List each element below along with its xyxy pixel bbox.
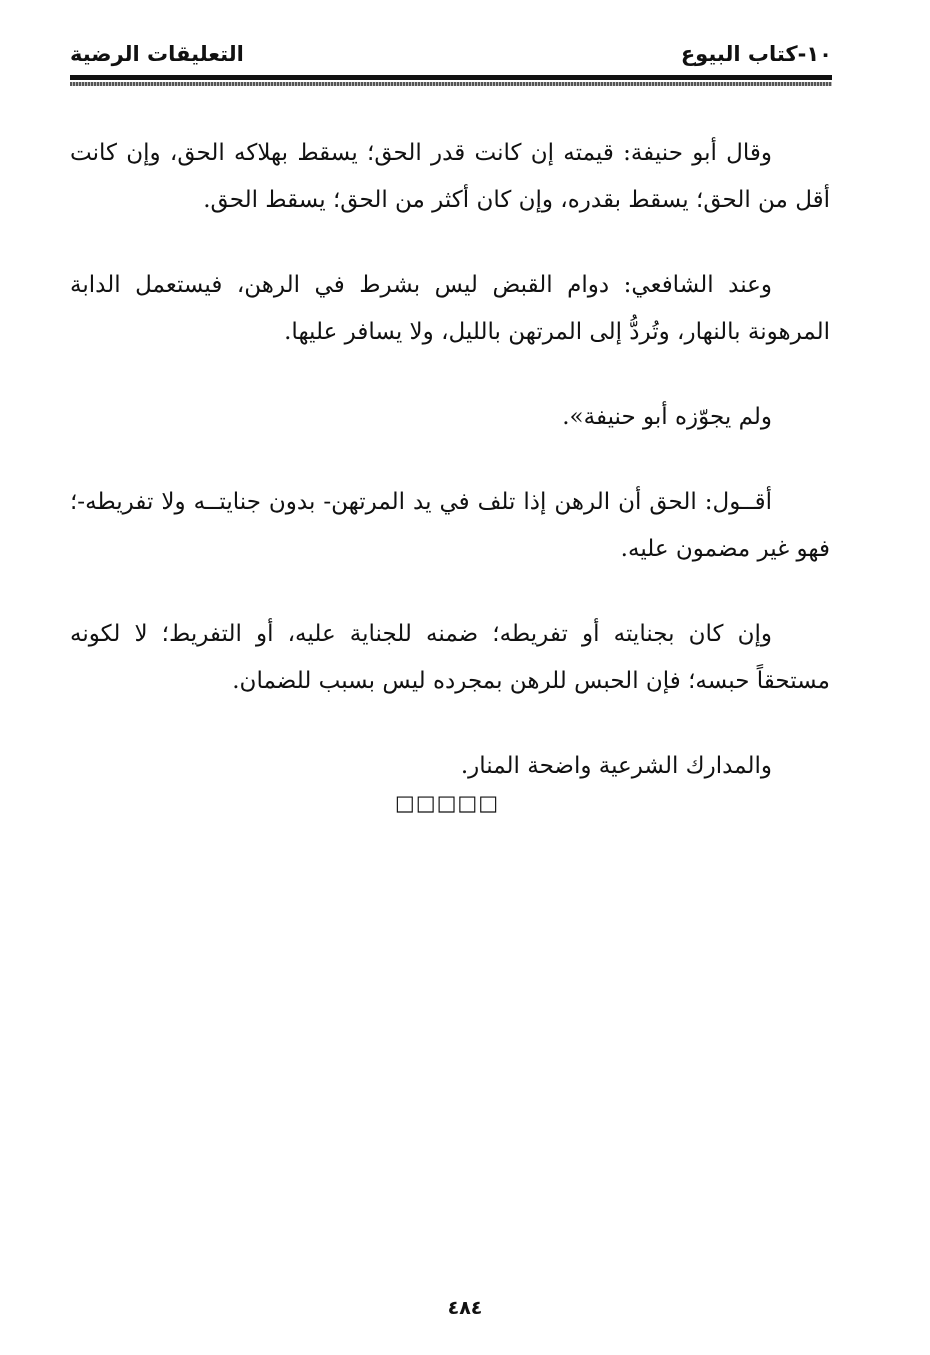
section-end-marks: □□□□□: [394, 791, 500, 815]
paragraph-conclusion: والمدارك الشرعية واضحة المنار.: [460, 753, 772, 779]
page-number: ٤٨٤: [447, 1297, 483, 1319]
running-header: [70, 38, 832, 74]
paragraph-abu-hanifa-disallowed: ولم يجوّزه أبو حنيفة».: [562, 404, 772, 430]
header-rule-thin: [70, 82, 832, 86]
body-text: [70, 130, 830, 790]
header-chapter-title: ١٠-كتاب البيوع: [680, 42, 832, 66]
paragraph-negligence-liability: وإن كان بجنايته أو تفريطه؛ ضمنه للجناية عليه، أو التفريط؛ لا لكونه مستحقاً حبسه؛ فإن الحبس للرهن بمجرده ليس بسبب للضمان.: [70, 621, 830, 694]
paragraph-abu-hanifa-value: وقال أبو حنيفة: قيمته إن كانت قدر الحق؛ يسقط بهلاكه الحق، وإن كانت أقل من الحق؛ يسقط بقدره، وإن كان أكثر من الحق؛ يسقط الحق.: [70, 140, 830, 213]
paragraph-author-opinion: أقــول: الحق أن الرهن إذا تلف في يد المرتهن- بدون جنايتــه ولا تفريطه-؛ فهو غير مضمون عليه.: [70, 489, 830, 562]
header-rule-thick: [70, 75, 832, 80]
header-book-title: التعليقات الرضية: [70, 42, 244, 66]
paragraph-shafii-possession: وعند الشافعي: دوام القبض ليس بشرط في الرهن، فيستعمل الدابة المرهونة بالنهار، وتُردُّ إلى المرتهن بالليل، ولا يسافر عليها.: [70, 272, 830, 345]
